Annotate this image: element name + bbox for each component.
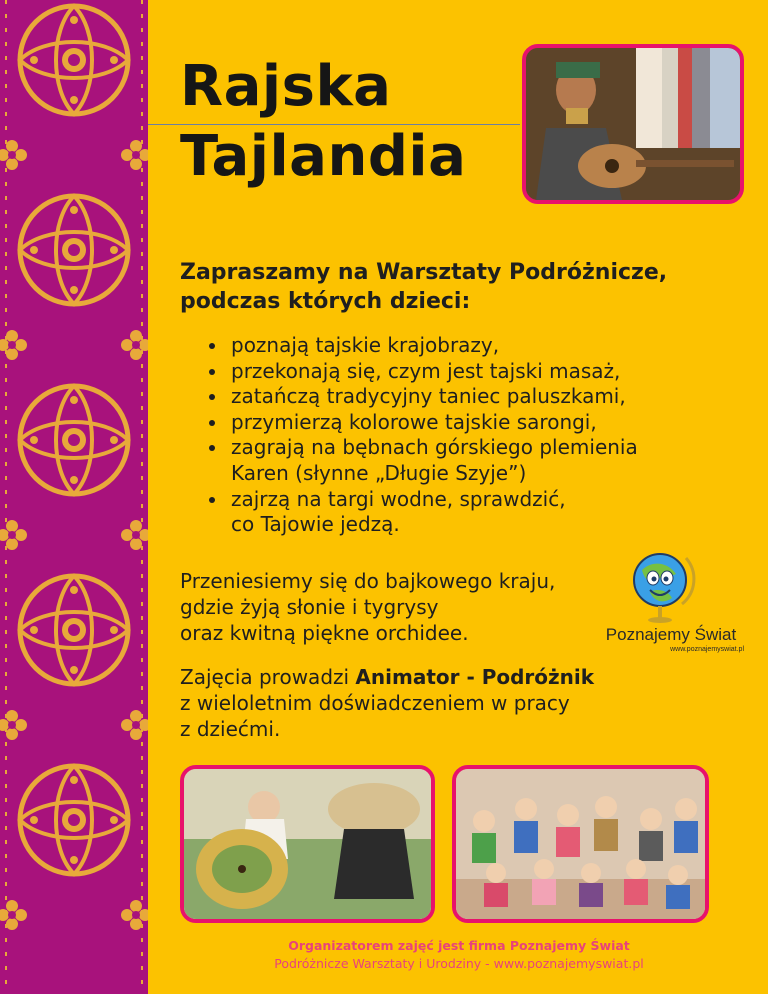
- logo-name: Poznajemy Świat: [605, 625, 737, 644]
- paragraph-line: gdzie żyją słonie i tygrysy: [180, 595, 439, 619]
- intro-line-1: Zapraszamy na Warsztaty Podróżnicze,: [180, 260, 668, 285]
- list-item: [207, 410, 638, 436]
- instructor-prefix: Zajęcia prowadzi: [180, 665, 356, 689]
- intro-heading: [180, 258, 667, 316]
- logo-url: www.poznajemyswiat.pl: [670, 646, 744, 653]
- benefits-list: [207, 333, 638, 538]
- list-item-text: przekonają się, czym jest tajski masaż,: [231, 358, 621, 383]
- list-item-text: zajrzą na targi wodne, sprawdzić,: [231, 486, 566, 511]
- list-item: [207, 384, 638, 410]
- title-line-1: Rajska: [180, 54, 392, 119]
- photo-group-of-children: [452, 765, 709, 923]
- list-item-text-continued: Karen (słynne „Długie Szyje”): [231, 460, 527, 485]
- photo-children-with-umbrella: [180, 765, 435, 923]
- list-item-text: poznają tajskie krajobrazy,: [231, 333, 500, 357]
- list-item: [207, 487, 638, 538]
- photo-woman-with-guitar: [522, 44, 744, 204]
- photo-children-with-umbrella-image: [184, 769, 431, 919]
- list-item-text-continued: co Tajowie jedzą.: [231, 512, 400, 537]
- instructor-paragraph: [180, 664, 594, 742]
- description-paragraph: [180, 568, 555, 646]
- paragraph-line: [180, 664, 594, 690]
- footer: [150, 937, 768, 973]
- title-line-2: Tajlandia: [180, 124, 467, 189]
- footer-website: Podróżnicze Warsztaty i Urodziny - www.poznajemyswiat.pl: [274, 956, 644, 971]
- list-item: [207, 435, 638, 486]
- list-item: [207, 333, 638, 359]
- instructor-highlight: Animator - Podróżnik: [355, 665, 595, 689]
- paragraph-line: Przeniesiemy się do bajkowego kraju,: [180, 569, 556, 593]
- list-item-text: przymierzą kolorowe tajskie sarongi,: [231, 409, 597, 434]
- list-item: [207, 359, 638, 385]
- photo-group-of-children-image: [456, 769, 705, 919]
- paragraph-line: z wieloletnim doświadczeniem w pracy: [180, 691, 570, 715]
- list-item-text: zatańczą tradycyjny taniec paluszkami,: [231, 384, 626, 409]
- footer-organizer: Organizatorem zajęć jest firma Poznajemy Świat: [288, 938, 630, 953]
- paragraph-line: z dziećmi.: [180, 717, 281, 741]
- ornament-pattern: [0, 0, 148, 994]
- list-item-text: zagrają na bębnach górskiego plemienia: [231, 435, 638, 460]
- page-title: [180, 52, 466, 192]
- paragraph-line: oraz kwitną piękne orchidee.: [180, 621, 469, 645]
- photo-woman-with-guitar-image: [526, 48, 740, 200]
- intro-line-2: podczas których dzieci:: [180, 289, 471, 314]
- decorative-side-band: [0, 0, 148, 994]
